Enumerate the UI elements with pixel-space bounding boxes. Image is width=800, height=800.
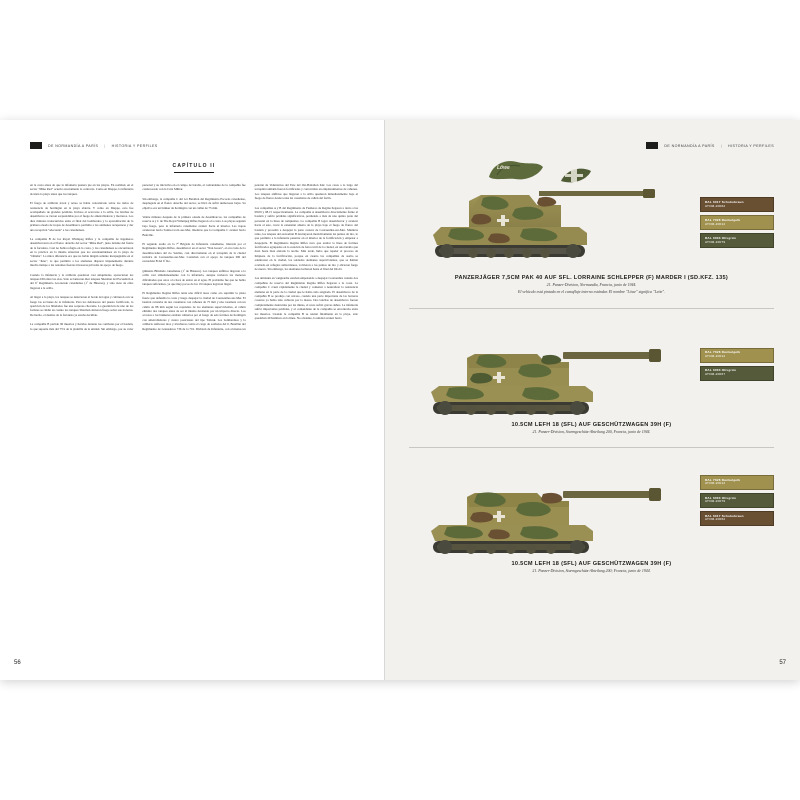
vehicle-illustration-2 <box>409 318 774 422</box>
paint-name: RAL 6017 Schokobraun <box>705 199 744 204</box>
paint-name: RAL 6017 Schokobraun <box>705 513 744 518</box>
page-number-left: 56 <box>14 660 21 666</box>
vehicle-illustration-1 <box>409 163 774 275</box>
header-separator-right: | <box>720 143 723 148</box>
paint-name: RAL 6003 Olivgrün <box>705 368 737 373</box>
paint-name: RAL 6003 Olivgrün <box>705 495 737 500</box>
paragraph: en la costa antes de que la infantería pusiera pie en las playas. En realidad, en el sector "Mike Red" ocurrió exactamente lo contrario. Como en Dieppe, la infantería alcanzó la playa antes que los tanques. <box>30 183 134 196</box>
vehicle-illustration-3 <box>409 457 774 561</box>
caption-1 <box>409 275 774 296</box>
section-divider <box>409 308 774 309</box>
paint-swatch <box>700 511 774 526</box>
section-divider <box>409 447 774 448</box>
vehicle-profile-2 <box>409 318 774 435</box>
paragraph: Al llegar a la playa, los tanques se detuvieron al borde del agua y cubrieron con su fuego las acciones de la infantería. Para los defensores del puesto fortificado, la aparición de los blindados fue una sorpresa chocante. La guarnición de uno de los fortines se rindió en cuanto los tanques Sherman abrieron fuego sobre sus troneras. De hecho, el destino de la fortaleza ya estaba decidido. <box>30 295 134 317</box>
vehicle-profile-3 <box>409 457 774 574</box>
caption-title: 10.5CM LEFH 18 (SFL) AUF GESCHÜTZWAGEN 39H (F) <box>511 560 672 567</box>
paint-name: RAL 7028 Dunkelgelb <box>705 350 741 355</box>
right-page-header <box>409 142 774 149</box>
body-columns <box>30 183 358 331</box>
left-page-header <box>30 142 358 149</box>
paragraph: Sin embargo, la compañía C del 1er Batallón del Regimiento Escocés canadiense, desplegada en el flanco derecho del sector, se libró de sufrir numerosas bajas. Su objetivo era un búnker de hormigón con un cañón de 75 mm. <box>142 196 246 210</box>
page-number-right: 57 <box>779 660 786 666</box>
paint-swatch <box>700 197 774 212</box>
header-logo-block <box>646 142 658 149</box>
paint-swatch <box>700 348 774 363</box>
paint-code: ATOM-20079 <box>705 239 726 244</box>
paragraph: gimiento Blindado canadiense (1º de Húsares). Los tanques anfibios llegaron a la orilla casi simultáneamente con la infantería, aunque tuvieron las menores dificultades que otros a la hora de entrar en el agua. El problema fue que no había tanques suficientes, ya que muy pocos de los 19 tanques lograron llegar. <box>142 268 246 287</box>
caption-title: PANZERJÄGER 7,5CM PAK 40 AUF SFL. LORRAINE SCHLEPPER (F) MARDER I (SD.KFZ. 135) <box>454 275 729 281</box>
marder-i-side-view <box>411 171 659 277</box>
paint-swatch-list-1 <box>700 197 774 248</box>
paint-name: RAL 7028 Dunkelgelb <box>705 477 741 482</box>
paragraph: Veinte minutos después de la primera oleada de desembarcos, las compañías de reserva A y C de The Royal Winnipeg Rifles llegaron a la costa. Las playas seguían bajo fuego, pero la infantería canadiense avanzó hacia el interior. Las tropas avanzaron hacia Sainte-Croix-sur-Mer, mientras que la Compañía C avanzó hacia Banville. <box>142 214 246 237</box>
paragraph: Cuando la infantería y la artillería quedaron casi aniquiladas, aparecieron los tanques DD entre las olas. Sólo se lanzaron diez tanques Sherman del Escuadrón A del 6º Regimiento Acorazado canadiense (1º de Húsares), y sólo siete de ellos llegaron a la orilla. <box>30 272 134 290</box>
chapter-label: CAPÍTULO II <box>172 163 216 169</box>
lefh18-geschuetzwagen-side-view-1 <box>413 322 665 426</box>
caption-subtitle: 21. Panzer-Division, Sturmgeschütz-Abteilung 200, Francia, junio de 1944. <box>532 429 651 434</box>
caption-subtitle: 21. Panzer-Division, Sturmgeschütz-Abteilung 200; Francia, junio de 1944. <box>532 568 651 573</box>
paragraph: El Regimiento Regina Rifles tenía una difícil tarea como era suprimir la plaza fuerte que defendía la costa y luego despejar la ciudad de Courseulles-sur-Mer. El bastión constaba de dos casamatas con cañones de 75 mm y una casamata con un cañón de 88 mm según los requisitos de los alemanes supervivientes, el cañón eliminó dos tanques antes de ser él mismo destruido por un impacto directo. Los accesos a los búnkeres estaban cubiertos por el fuego de seis fortines de hormigón con ametralladoras y cuatro posiciones del tipo Tobruk. Los bombardeos y la artillería sufrieron tiros y trincheras contra el cargo de soldados del 6. Batallón del Regimiento de Granaderos 736 de la 716. División de Infantería, con al menos un pelotón de Voluntarios del Este del Ost-Battalion 642. Las casas a lo largo del terraplén también fueron fortificadas y convertidas en emplazamientos de cañones. Los tanques anfibios que llegaron a la orilla quedaron inmediatamente bajo el fuego de flanco desde todas las casamatas de cañón del fortín. <box>142 183 358 331</box>
paint-name: RAL 6003 Olivgrün <box>705 235 737 240</box>
paragraph: La compañía B partido 90 muertos y heridos durante los combates por el bastión, lo que suponía más del 75% de la plantilla de la unidad. Sin embargo, por su valor personal y su iniciativa en el campo de batalla, el comandante de la compañía fue condecorado con la Cruz Militar. <box>30 183 246 331</box>
header-section-right: HISTORIA Y PERFILES <box>728 143 774 148</box>
header-separator: | <box>104 143 106 148</box>
book-spread <box>0 120 800 680</box>
paint-swatch <box>700 366 774 381</box>
paint-code: ATOM-20067 <box>705 372 726 377</box>
header-section: HISTORIA Y PERFILES <box>111 143 158 148</box>
left-page <box>0 120 385 680</box>
vehicle-profile-1 <box>409 163 774 296</box>
paragraph: Las unidades en vanguardia estaban empezando a despejar Courseulles cuando dos compañías de reserva del Regimiento Regina Rifles llegaron a la costa. La compañía C cruzó rápidamente la ciudad y comenzó a neutralizar la resistencia alemana en la parte de la ciudad que le había sido asignada. El desembarco de la compañía B se produjo con retraso, cuando una parte importante de las barreras costeras ya había sido cubierta por la marea. Dos lanchas de desembarco fueron completamente destruidas por las minas, el resto sufrió graves daños. La infantería sufrió importantes pérdidas, y el comandante de la compañía se encontraba entre los muertos. Cuando la compañía B se reunió finalmente en la playa, sólo quedaban 49 hombres en la línea. No obstante, la unidad avanzó hacia <box>254 276 358 320</box>
loewe-name-label: Löwe <box>497 165 510 171</box>
chapter-title <box>30 163 358 173</box>
paragraph: El segundo asalto en la 7ª Brigada de Infantería canadiense, liderada por el Regimiento Regina Rifles, desembarcó en el sector "Nan Green", el otro lado de la desembocadura del río Seulles, casi directamente en el terraplén de la ciudad turística de Courseulles-sur-Mer. Contaban con el apoyo de tanques DD del escuadrón B del 6º Re- <box>142 241 246 264</box>
paint-name: RAL 7028 Dunkelgelb <box>705 217 741 222</box>
caption-subtitle-2: El vehículo está pintado en el camuflaje interno estándar. El nombre "Löwe" significa "León". <box>518 290 665 295</box>
caption-subtitle: 21. Panzer-Division, Normandía, Francia, junio de 1944. <box>546 283 637 287</box>
header-book-title-right: DE NORMANDÍA A PARÍS <box>664 143 715 148</box>
chapter-rule <box>174 172 214 173</box>
paint-swatch <box>700 493 774 508</box>
lefh18-geschuetzwagen-side-view-2 <box>413 461 665 565</box>
header-book-title: DE NORMANDÍA A PARÍS <box>48 143 99 148</box>
paint-code: ATOM-20079 <box>705 499 726 504</box>
paint-code: ATOM-20062 <box>705 517 726 522</box>
right-page <box>385 120 800 680</box>
paragraph: La compañía B de los Royal Winnipeg Rifles y la compañía de ingenieros desembarcaron en el flanco derecho del sector "Mike Red", justo delante del frente de la fortaleza. Casi no había refugio en la costa, y los canadienses se encontraron en la práctica en la misma situación que los estadounidenses en la playa de "Omaha". La única diferencia era que no había ningún saliente inexpugnable en el sector "Juno", lo que permitió a los alemanes disparar impunemente durante mucho tiempo a las restantes fuerzas invasoras privadas de apoyo de fuego. <box>30 236 134 268</box>
paragraph: El fuego de artillería naval y aéreo se había concentrado sobre los nidos de resistencia de hormigón en la playa abierta. Y como en Dieppe, esto fue acompañado de grandes pérdidas. Incluso al acercarse a la orilla, las lanchas de desembarco se vieron sorprendidas por el fuego de ametralladoras y morteros. Los diez minutos transcurridos entre el final del bombardeo y la aproximación de la primera oleada de tropas de desembarco permitió a los alemanes recuperarse y dar una recepción "adecuada" a los canadienses. <box>30 201 134 232</box>
paint-code: ATOM-20012 <box>705 481 726 486</box>
paint-swatch <box>700 233 774 248</box>
paint-swatch-list-2 <box>700 348 774 381</box>
header-logo-block <box>30 142 42 149</box>
paint-code: ATOM-20062 <box>705 203 726 208</box>
paint-swatch <box>700 475 774 490</box>
paint-code: ATOM-20012 <box>705 354 726 359</box>
paragraph: Las compañías A y B del Regimiento de Fusileros de Regina llegaron a tierra a las 08.09 y 08.15 respectivamente. La compañía A desembarcó directamente frente al bastión y sufrió pérdidas significativas, perdiendo a más de una quinta parte del personal en la línea de rompientes. La compañía B logró desembarcar y avanzar hacia el este, crucé la extensión abierta de la playa bajo el fuego de flanco del bastión y procedió a despejar la parte costera de Courseulles-sur-Mer. Mientras tanto, los tanques del escuadrón B destruyeron metódicamente las puntos de tiro, lo que permitió a la infantería penetrar en el interior de la fortificación y empezar a despejarla. El Regimiento Regina Rifles tuvo que asaltar la línea de fortines fortificados agrupados en la estación de ferrocarril de la ciudad, en una batalla que duró hasta bien entrada la noche. Más tarde, hubo que repeler el proceso de limpieza de la fortificación, porque en cuanto las compañías de asalto se adentraron en la ciudad, los soldados alemanes supervivientes, que se habían ocultado en refugios subterráneos, volvieron a los puntos de tiro y abrieron fuego de nuevo. Sin embargo, los alemanes lucharon hasta el final del Día D. <box>254 205 358 272</box>
paint-swatch <box>700 215 774 230</box>
paint-code: ATOM-20012 <box>705 221 726 226</box>
paint-swatch-list-3 <box>700 475 774 526</box>
caption-title: 10.5CM LEFH 18 (SFL) AUF GESCHÜTZWAGEN 39H (F) <box>511 421 672 428</box>
